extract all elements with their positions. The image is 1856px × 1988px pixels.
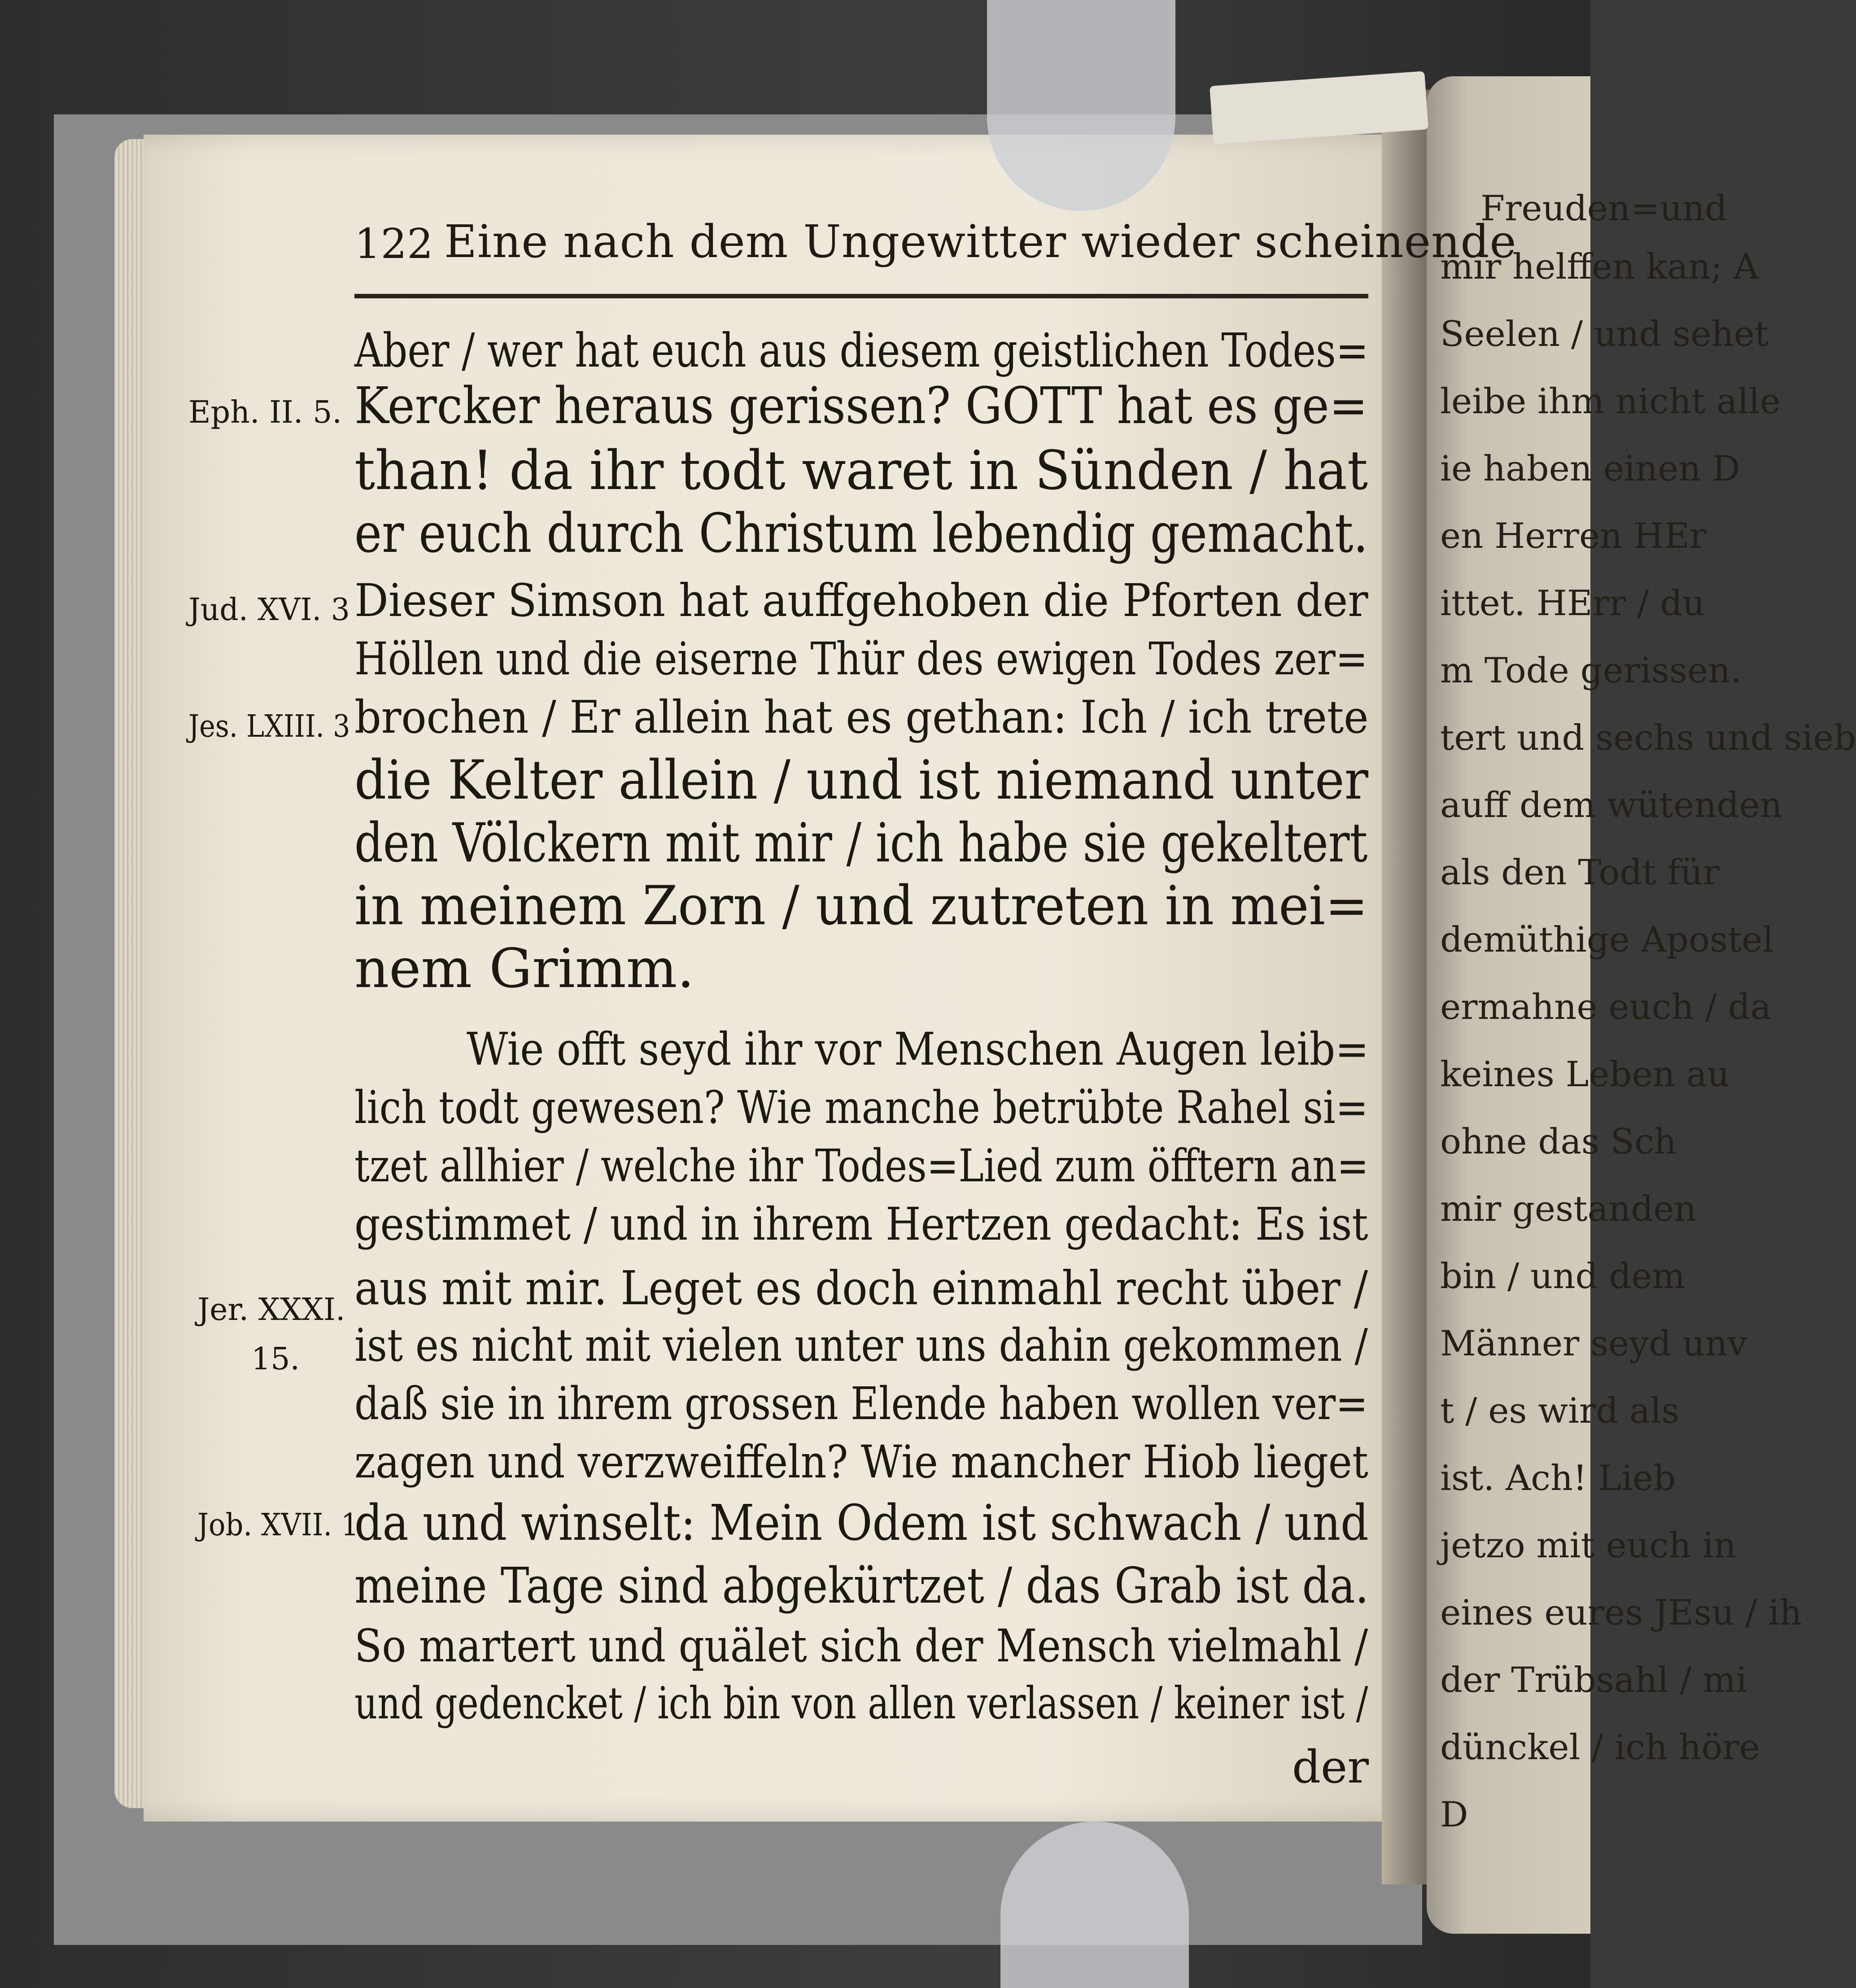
right-page-line: eines eures JEsu / ih <box>1440 1593 1802 1633</box>
right-page-line: der Trübsahl / mi <box>1440 1660 1747 1700</box>
right-page-line: leibe ihm nicht alle <box>1440 381 1781 422</box>
header-rule <box>354 294 1368 298</box>
running-head: Eine nach dem Ungewitter wieder scheinende <box>444 215 1517 268</box>
text-line: nem Grimm. <box>354 938 694 1000</box>
right-page-line: jetzo mit euch in <box>1440 1525 1736 1566</box>
text-line: Kercker heraus gerissen? GOTT hat es ge= <box>354 377 1368 435</box>
text-line: tzet allhier / welche ihr Todes=Lied zum öfftern an= <box>354 1140 1369 1192</box>
right-page-line: ermahne euch / da <box>1440 987 1771 1027</box>
text-line: So martert und quälet sich der Mensch vielmahl / <box>354 1620 1368 1672</box>
margin-reference: Jud. XVI. 3 <box>188 592 350 628</box>
right-page-line: dünckel / ich höre <box>1440 1727 1760 1768</box>
right-page-line: als den Todt für <box>1440 852 1720 893</box>
margin-reference: 15. <box>251 1341 300 1377</box>
text-line: Aber / wer hat euch aus diesem geistlichen Todes= <box>354 323 1369 378</box>
text-line: den Völckern mit mir / ich habe sie gekeltert <box>354 812 1368 874</box>
margin-reference: Eph. II. 5. <box>188 395 342 430</box>
right-page <box>1427 76 1856 1934</box>
right-page-line: t / es wird als <box>1440 1391 1680 1431</box>
page-clip-top <box>987 0 1175 211</box>
text-line: der <box>1292 1741 1369 1793</box>
margin-reference: Jer. XXXI. <box>197 1292 345 1328</box>
text-line: aus mit mir. Leget es doch einmahl recht über / <box>354 1261 1368 1315</box>
right-page-line: ittet. HErr / du <box>1440 583 1705 624</box>
text-line: than! da ihr todt waret in Sünden / hat <box>354 440 1368 502</box>
page-header <box>354 211 1517 278</box>
page-number: 122 <box>354 220 433 268</box>
text-line: und gedencket / ich bin von allen verlassen / keiner ist / <box>354 1678 1368 1729</box>
right-page-line: mir helffen kan; A <box>1440 247 1759 287</box>
right-page-line: en Herren HEr <box>1440 516 1707 556</box>
margin-reference: Job. XVII. 1 <box>197 1507 359 1543</box>
margin-reference: Jes. LXIII. 3 <box>188 709 350 744</box>
right-page-line: mir gestanden <box>1440 1189 1697 1229</box>
text-line: gestimmet / und in ihrem Hertzen gedacht: Es ist <box>354 1198 1368 1250</box>
right-page-line: auff dem wütenden <box>1440 785 1782 826</box>
text-line: Höllen und die eiserne Thür des ewigen Todes zer= <box>354 633 1368 685</box>
right-page-line: ohne das Sch <box>1440 1122 1677 1162</box>
text-line: Wie offt seyd ihr vor Menschen Augen leib= <box>467 1023 1369 1075</box>
right-page-line: D <box>1440 1795 1468 1835</box>
text-line: zagen und verzweiffeln? Wie mancher Hiob lieget <box>354 1436 1368 1488</box>
text-line: die Kelter allein / und ist niemand unter <box>354 749 1368 812</box>
text-line: meine Tage sind abgekürtzet / das Grab ist da. <box>354 1557 1369 1614</box>
right-page-line: keines Leben au <box>1440 1054 1730 1095</box>
text-line: brochen / Er allein hat es gethan: Ich / ich trete <box>354 691 1369 743</box>
text-line: lich todt gewesen? Wie manche betrübte Rahel si= <box>354 1081 1368 1134</box>
right-page-line: m Tode gerissen. <box>1440 651 1742 691</box>
right-page-line: ist. Ach! Lieb <box>1440 1458 1676 1499</box>
right-page-line: Freuden=und <box>1480 188 1727 229</box>
right-page-line: Männer seyd unv <box>1440 1324 1747 1364</box>
right-page-line: bin / und dem <box>1440 1256 1686 1297</box>
right-page-line: tert und sechs und sieb <box>1440 718 1856 758</box>
right-page-line: Seelen / und sehet <box>1440 314 1769 354</box>
right-page-line: demüthige Apostel <box>1440 920 1774 960</box>
text-line: daß sie in ihrem grossen Elende haben wollen ver= <box>354 1377 1368 1430</box>
text-line: da und winselt: Mein Odem ist schwach / und <box>354 1494 1369 1551</box>
text-line: ist es nicht mit vielen unter uns dahin gekommen / <box>354 1319 1368 1372</box>
text-line: in meinem Zorn / und zutreten in mei= <box>354 875 1368 937</box>
right-page-line: ie haben einen D <box>1440 449 1740 489</box>
text-line: Dieser Simson hat auffgehoben die Pforten der <box>354 574 1368 627</box>
text-line: er euch durch Christum lebendig gemacht. <box>354 502 1368 565</box>
